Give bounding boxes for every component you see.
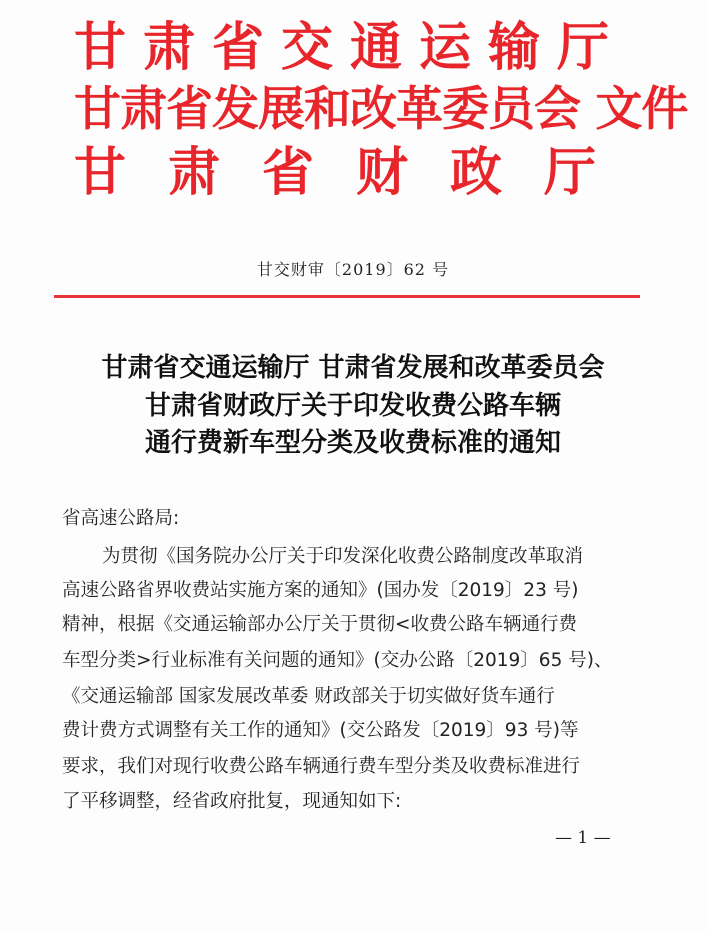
body-line: 《交通运输部 国家发展改革委 财政部关于切实做好货车通行 — [62, 686, 555, 707]
body-line: 车型分类>行业标准有关问题的通知》(交办公路〔2019〕65 号)、 — [62, 650, 613, 671]
header-agency-finance: 甘肃省财政厅 — [74, 142, 639, 203]
body-line: 精神，根据《交通运输部办公厅关于贯彻<收费公路车辆通行费 — [62, 614, 578, 635]
body-line: 费计费方式调整有关工作的通知》(交公路发〔2019〕93 号)等 — [62, 720, 579, 741]
header-agency-transport: 甘肃省交通运输厅 — [74, 17, 627, 78]
body-line: 为贯彻《国务院办公厅关于印发深化收费公路制度改革取消 — [102, 546, 584, 567]
document-title-line-1: 甘肃省交通运输厅 甘肃省发展和改革委员会 — [101, 353, 605, 383]
body-line: 高速公路省界收费站实施方案的通知》(国办发〔2019〕23 号) — [62, 580, 579, 601]
header-agency-development-reform: 甘肃省发展和改革委员会 文件 — [74, 82, 688, 137]
body-line: 要求，我们对现行收费公路车辆通行费车型分类及收费标准进行 — [62, 756, 581, 777]
red-divider-rule — [54, 295, 640, 298]
document-title-line-2: 甘肃省财政厅关于印发收费公路车辆 — [144, 391, 561, 421]
document-title-line-3: 通行费新车型分类及收费标准的通知 — [144, 428, 561, 458]
document-number: 甘交财审〔2019〕62 号 — [256, 260, 450, 279]
body-line: 了平移调整，经省政府批复，现通知如下: — [62, 791, 402, 812]
page-number: — 1 — — [555, 828, 611, 848]
salutation: 省高速公路局: — [62, 508, 180, 529]
